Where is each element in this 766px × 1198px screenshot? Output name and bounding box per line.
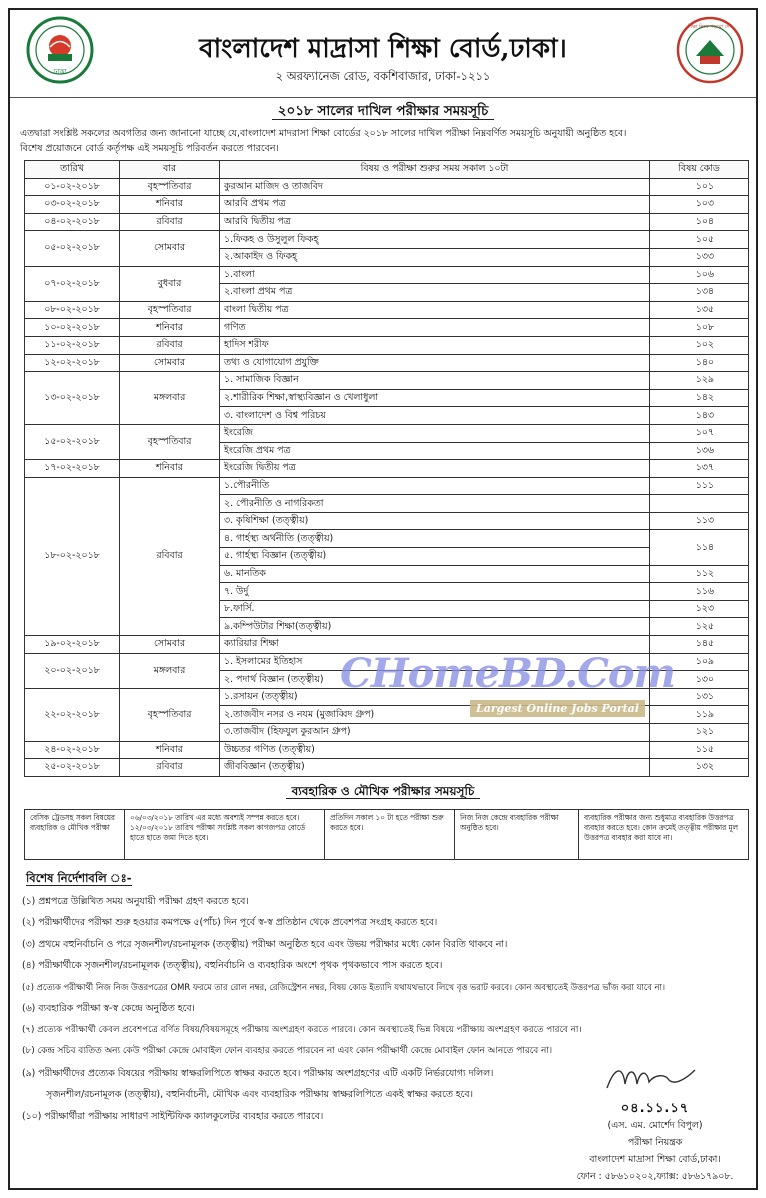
subject-code: ১২১: [650, 724, 749, 742]
exam-day: মঙ্গলবার: [120, 653, 220, 688]
intro-line: এতদ্বারা সংশ্লিষ্ট সকলের অবগতির জন্য জানানো যাচ্ছে যে,বাংলাদেশ মাদরাসা শিক্ষা বোর্ডের ২০১৮ সালের দাখিল পরীক্ষা নিম্নবর্ণিত সময়সূচি অনুযায়ী অনুষ্ঠিত হবে।: [20, 128, 627, 139]
exam-day: বৃহস্পতিবার: [120, 178, 220, 196]
office-phone: ফোন : ৫৮৬১০২০২,ফ্যাক্স: ৫৮৬১৭৯০৮.: [576, 1171, 734, 1182]
subject-code: ১০২: [650, 336, 749, 354]
exam-subject: তথ্য ও যোগাযোগ প্রযুক্তি: [220, 354, 650, 372]
exam-subject: ৮.ফার্সি.: [220, 600, 650, 618]
exam-date: ১১-০২-২০১৮: [25, 336, 120, 354]
exam-day: শনিবার: [120, 741, 220, 759]
table-row: [25, 178, 749, 196]
col-header-code: বিষয় কোড: [650, 161, 749, 179]
table-row: [25, 759, 749, 777]
table-row: [25, 477, 749, 495]
instruction-item: (৬) ব্যবহারিক পরীক্ষা স্ব-স্ব কেন্দ্রে অনুষ্ঠিত হবে।: [22, 1003, 195, 1015]
exam-subject: ১. ইসলামের ইতিহাস: [220, 653, 650, 671]
col-header-subject: বিষয় ও পরীক্ষা শুরুর সময় সকাল ১০টা: [220, 161, 650, 179]
exam-subject: ৭. উর্দু: [220, 583, 650, 601]
instruction-item-continued: সৃজনশীল/রচনামূলক (তত্ত্বীয়), বহুনির্বাচনী, মৌখিক এবং ব্যবহারিক পরীক্ষায় স্বাক্ষরলিপিতে একই স্বাক্ষর করতে হবে।: [46, 1089, 473, 1101]
practical-venue: নিজ নিজ কেন্দ্রে ব্যবহারিক পরীক্ষা অনুষ্ঠিত হবে।: [455, 809, 579, 859]
exam-subject: ৩.তাজবীদ (হিফযুল কুরআন গ্রুপ): [220, 724, 650, 742]
practical-title: ব্যবহারিক ও মৌখিক পরীক্ষার সময়সূচি: [10, 783, 756, 803]
instruction-item: (২) পরীক্ষার্থীদের পরীক্ষা শুরু হওয়ার কমপক্ষে ৫(পাঁচ) দিন পূর্বে স্ব-স্ব প্রতিষ্ঠান থেকে প্রবেশপত্র সংগ্রহ করতে হবে।: [22, 917, 438, 929]
instruction-item: (১০) পরীক্ষার্থীরা পরীক্ষায় সাধারণ সাইন্টিফিক ক্যালকুলেটর ব্যবহার করতে পারবে।: [22, 1110, 324, 1122]
exam-subject: ইংরেজি দ্বিতীয় পত্র: [220, 460, 650, 478]
instructions-heading: বিশেষ নির্দেশাবলি ঃ-: [26, 870, 132, 885]
table-row: [25, 424, 749, 442]
exam-day: সোমবার: [120, 354, 220, 372]
watermark-tagline: Largest Online Jobs Portal: [470, 700, 645, 717]
exam-date: ২০-০২-২০১৮: [25, 653, 120, 688]
exam-day: শনিবার: [120, 460, 220, 478]
exam-date: ১৩-০২-২০১৮: [25, 372, 120, 425]
exam-day: শনিবার: [120, 319, 220, 337]
schedule-title: ২০১৮ সালের দাখিল পরীক্ষার সময়সূচি: [10, 100, 756, 123]
exam-subject: ১.বাংলা: [220, 266, 650, 284]
subject-code: ১০৪: [650, 213, 749, 231]
exam-subject: বাংলা দ্বিতীয় পত্র: [220, 301, 650, 319]
exam-day: বুধবার: [120, 266, 220, 301]
exam-subject: ১.রসায়ন (তত্ত্বীয়): [220, 688, 650, 706]
watermark-site: CHomeBD.Com: [340, 650, 675, 697]
table-header-row: [25, 161, 749, 179]
exam-subject: ১. সামাজিক বিজ্ঞান: [220, 372, 650, 390]
subject-code: ১২৩: [650, 600, 749, 618]
subject-code: ১৪৫: [650, 636, 749, 654]
instruction-item: (৩) প্রথমে বহুনির্বাচনি ও পরে সৃজনশীল/রচনামূলক (তত্ত্বীয়) পরীক্ষা অনুষ্ঠিত হবে এবং উভয় পরীক্ষার মধ্যে কোন বিরতি থাকবে না।: [22, 938, 508, 950]
madrasah-board-logo: [26, 16, 94, 84]
exam-subject: হাদিস শরীফ: [220, 336, 650, 354]
exam-day: রবিবার: [120, 477, 220, 635]
instruction-item: (৫) প্রত্যেক পরীক্ষার্থী নিজ নিজ উত্তরপত্রের OMR ফরমে তার রোল নম্বর, রেজিস্ট্রেশন নম্বর, বিষয় কোড ইত্যাদি যথাযথভাবে লিখে বৃত্ত ভরাট করবে। কোন অবস্থাতেই উত্তরপত্র ভাঁজ করা যাবে না।: [22, 981, 665, 992]
intro-paragraph: [10, 123, 756, 156]
table-row: [25, 196, 749, 214]
notice-page: [8, 8, 758, 1190]
table-row: [25, 372, 749, 390]
subject-code: ১১৯: [650, 706, 749, 724]
exam-day: শনিবার: [120, 196, 220, 214]
signatory-name: (এস. এম. মোর্শেদ বিপুল): [607, 1120, 703, 1131]
exam-subject: ২.আকাইদ ও ফিকহ্: [220, 248, 650, 266]
subject-code: ১০৮: [650, 319, 749, 337]
exam-date: ০১-০২-২০১৮: [25, 178, 120, 196]
exam-subject: ইংরেজি: [220, 424, 650, 442]
exam-date: ০৫-০২-২০১৮: [25, 231, 120, 266]
left-seal-text: ঢাকা: [53, 68, 67, 76]
exam-subject: ৫. গার্হস্থ্য বিজ্ঞান (তত্ত্বীয়): [220, 548, 650, 566]
subject-code: ১৩৩: [650, 248, 749, 266]
subject-code: ১১৪: [650, 530, 749, 565]
subject-code: ১০৬: [650, 266, 749, 284]
exam-day: সোমবার: [120, 636, 220, 654]
subject-code: ১৩৫: [650, 301, 749, 319]
exam-subject: ১.পৌরনীতি: [220, 477, 650, 495]
subject-code: ১১১: [650, 477, 749, 495]
table-row: [25, 336, 749, 354]
exam-subject: গণিত: [220, 319, 650, 337]
exam-day: রবিবার: [120, 213, 220, 231]
exam-subject: আরবি প্রথম পত্র: [220, 196, 650, 214]
subject-code: ১০৫: [650, 231, 749, 249]
exam-date: ০৮-০২-২০১৮: [25, 301, 120, 319]
exam-date: ১০-০২-২০১৮: [25, 319, 120, 337]
exam-subject: ২. পৌরনীতি ও নাগরিকতা: [220, 495, 650, 513]
exam-date: ১৭-০২-২০১৮: [25, 460, 120, 478]
exam-day: বৃহস্পতিবার: [120, 301, 220, 319]
intro-line: বিশেষ প্রয়োজনে বোর্ড কর্তৃপক্ষ এই সময়সূচি পরিবর্তন করতে পারবেন।: [20, 143, 279, 154]
exam-date: ২৫-০২-২০১৮: [25, 759, 120, 777]
table-row: [25, 354, 749, 372]
subject-code: [650, 495, 749, 513]
table-row: [25, 460, 749, 478]
exam-subject: ২.বাংলা প্রথম পত্র: [220, 284, 650, 302]
exam-date: ০৪-০২-২০১৮: [25, 213, 120, 231]
subject-code: ১৩৪: [650, 284, 749, 302]
exam-day: বৃহস্পতিবার: [120, 688, 220, 741]
exam-day: রবিবার: [120, 759, 220, 777]
exam-day: মঙ্গলবার: [120, 372, 220, 425]
exam-subject: ১.ফিকহ ও উসুলুল ফিকহ্: [220, 231, 650, 249]
instruction-item: (৪) পরীক্ষার্থীকে সৃজনশীল/রচনামূলক (তত্ত্বীয়), বহুনির্বাচনি ও ব্যবহারিক অংশে পৃথক পৃথকভাবে পাস করতে হবে।: [22, 960, 443, 972]
subject-code: ১০৩: [650, 196, 749, 214]
exam-subject: ৯.কম্পিউটার শিক্ষা(তত্ত্বীয়): [220, 618, 650, 636]
signatory-office: বাংলাদেশ মাদ্রাসা শিক্ষা বোর্ড,ঢাকা।: [589, 1154, 721, 1165]
col-header-day: বার: [120, 161, 220, 179]
practical-answer-sheet-rule: ব্যবহারিক পরীক্ষার জন্য শুধুমাত্র ব্যবহারিক উত্তরপত্র ব্যবহার করতে হবে। কোন ক্রমেই তত্ত্বীয় পরীক্ষার মূল উত্তরপত্র ব্যবহার করা যাবে না।: [579, 809, 749, 859]
signature-scribble: [595, 1060, 715, 1094]
practical-start-time: প্রতিদিন সকাল ১০ টা হতে পরীক্ষা শুরু করতে হবে।: [325, 809, 455, 859]
exam-subject: ২.তাজবীদ নসর ও নযম (মুজাব্বিদ গ্রুপ): [220, 706, 650, 724]
subject-code: ১০৭: [650, 424, 749, 442]
board-address: ২ অরফ্যানেজ রোড, বকশিবাজার, ঢাকা-১২১১: [275, 69, 491, 83]
instruction-item: (৮) কেন্দ্র সচিব ব্যতিত অন্য কেউ পরীক্ষা কেন্দ্রে মোবাইল ফোন ব্যবহার করতে পারবেন না এবং কোন পরীক্ষার্থী কেন্দ্রে মোবাইল ফোন আনতে পারবে না।: [22, 1046, 553, 1057]
signatory-designation: পরীক্ষা নিয়ন্ত্রক: [627, 1137, 683, 1148]
signature-block: [560, 1060, 750, 1185]
exam-subject: ক্যারিয়ার শিক্ষা: [220, 636, 650, 654]
exam-subject: ইংরেজি প্রথম পত্র: [220, 442, 650, 460]
header: [10, 10, 756, 98]
practical-table: [24, 809, 749, 860]
right-seal-text: শিক্ষা নিয়ে গড়বো দেশ: [687, 24, 733, 30]
subject-code: ১২৫: [650, 618, 749, 636]
subject-code: ১০৯: [650, 653, 749, 671]
signature-date: ০৪.১১.১৭: [620, 1101, 690, 1116]
instruction-item: (১) প্রশ্নপত্রে উল্লিখিত সময় অনুযায়ী পরীক্ষা গ্রহণ করতে হবে।: [22, 895, 249, 907]
practical-row: [25, 809, 749, 859]
subject-code: ১১৬: [650, 583, 749, 601]
subject-code: ১১৩: [650, 512, 749, 530]
exam-subject: ৬. মানতিক: [220, 565, 650, 583]
exam-date: ০৩-০২-২০১৮: [25, 196, 120, 214]
practical-subjects: বেসিক ট্রেডসহ সকল বিষয়ের ব্যবহারিক ও মৌখিক পরীক্ষা: [25, 809, 125, 859]
subject-code: ১১৫: [650, 741, 749, 759]
exam-date: ১৫-০২-২০১৮: [25, 424, 120, 459]
education-motto-logo: [676, 16, 744, 84]
table-row: [25, 266, 749, 284]
exam-date: ২৪-০২-২০১৮: [25, 741, 120, 759]
subject-code: ১৩২: [650, 759, 749, 777]
exam-date: ১৮-০২-২০১৮: [25, 477, 120, 635]
subject-code: ১০১: [650, 178, 749, 196]
instruction-item: (৭) প্রত্যেক পরীক্ষার্থী কেবল প্রবেশপত্রে বর্ণিত বিষয়/বিষয়সমূহে পরীক্ষায় অংশগ্রহণ করতে পারবে। কোন অবস্থাতেই ভিন্ন বিষয়ে পরীক্ষায় অংশগ্রহণ করতে পারবে না।: [22, 1024, 582, 1035]
practical-deadline: ০৬/০৩/২০১৮ তারিখ এর মধ্যে অবশ্যই সম্পন্ন করতে হবে। ১২/০৩/২০১৮ তারিখ পরীক্ষা সংশ্লিষ্ট সকল কাগজপত্র বোর্ডে হাতে হাতে জমা দিতে হবে।: [125, 809, 325, 859]
exam-subject: জীববিজ্ঞান (তত্ত্বীয়): [220, 759, 650, 777]
exam-date: ০৭-০২-২০১৮: [25, 266, 120, 301]
exam-subject: ৩. বাংলাদেশ ও বিশ্ব পরিচয়: [220, 407, 650, 425]
board-name: বাংলাদেশ মাদ্রাসা শিক্ষা বোর্ড,ঢাকা।: [199, 34, 567, 64]
exam-date: ১৯-০২-২০১৮: [25, 636, 120, 654]
exam-day: বৃহস্পতিবার: [120, 424, 220, 459]
col-header-date: তারিখ: [25, 161, 120, 179]
exam-subject: ৩. কৃষিশিক্ষা (তত্ত্বীয়): [220, 512, 650, 530]
exam-date: ১২-০২-২০১৮: [25, 354, 120, 372]
watermark: [340, 650, 675, 717]
exam-day: সোমবার: [120, 231, 220, 266]
table-row: [25, 319, 749, 337]
table-row: [25, 213, 749, 231]
exam-day: রবিবার: [120, 336, 220, 354]
exam-subject: ৪. গার্হস্থ্য অর্থনীতি (তত্ত্বীয়): [220, 530, 650, 548]
subject-code: ১৪০: [650, 354, 749, 372]
table-row: [25, 231, 749, 249]
subject-code: ১১২: [650, 565, 749, 583]
exam-subject: ২. পদার্থ বিজ্ঞান (তত্ত্বীয়): [220, 671, 650, 689]
exam-subject: ২.শারীরিক শিক্ষা,স্বাস্থ্যবিজ্ঞান ও খেলাধুলা: [220, 389, 650, 407]
exam-date: ২২-০২-২০১৮: [25, 688, 120, 741]
subject-code: ১৩০: [650, 671, 749, 689]
subject-code: ১৩৬: [650, 442, 749, 460]
table-row: [25, 741, 749, 759]
subject-code: ১৩১: [650, 688, 749, 706]
exam-subject: আরবি দ্বিতীয় পত্র: [220, 213, 650, 231]
instruction-item: (৯) পরীক্ষার্থীদের প্রত্যেক বিষয়ের পরীক্ষায় স্বাক্ষরলিপিতে স্বাক্ষর করতে হবে। পরীক্ষায় অংশগ্রহণের এটি একটি নির্ভরযোগ্য দলিল।: [22, 1067, 494, 1079]
exam-subject: কুরআন মাজিদ ও তাজবিদ: [220, 178, 650, 196]
subject-code: ১২৯: [650, 372, 749, 390]
table-row: [25, 301, 749, 319]
subject-code: ১৪৩: [650, 407, 749, 425]
subject-code: ১৩৭: [650, 460, 749, 478]
exam-subject: উচ্চতর গণিত (তত্ত্বীয়): [220, 741, 650, 759]
subject-code: ১৪২: [650, 389, 749, 407]
